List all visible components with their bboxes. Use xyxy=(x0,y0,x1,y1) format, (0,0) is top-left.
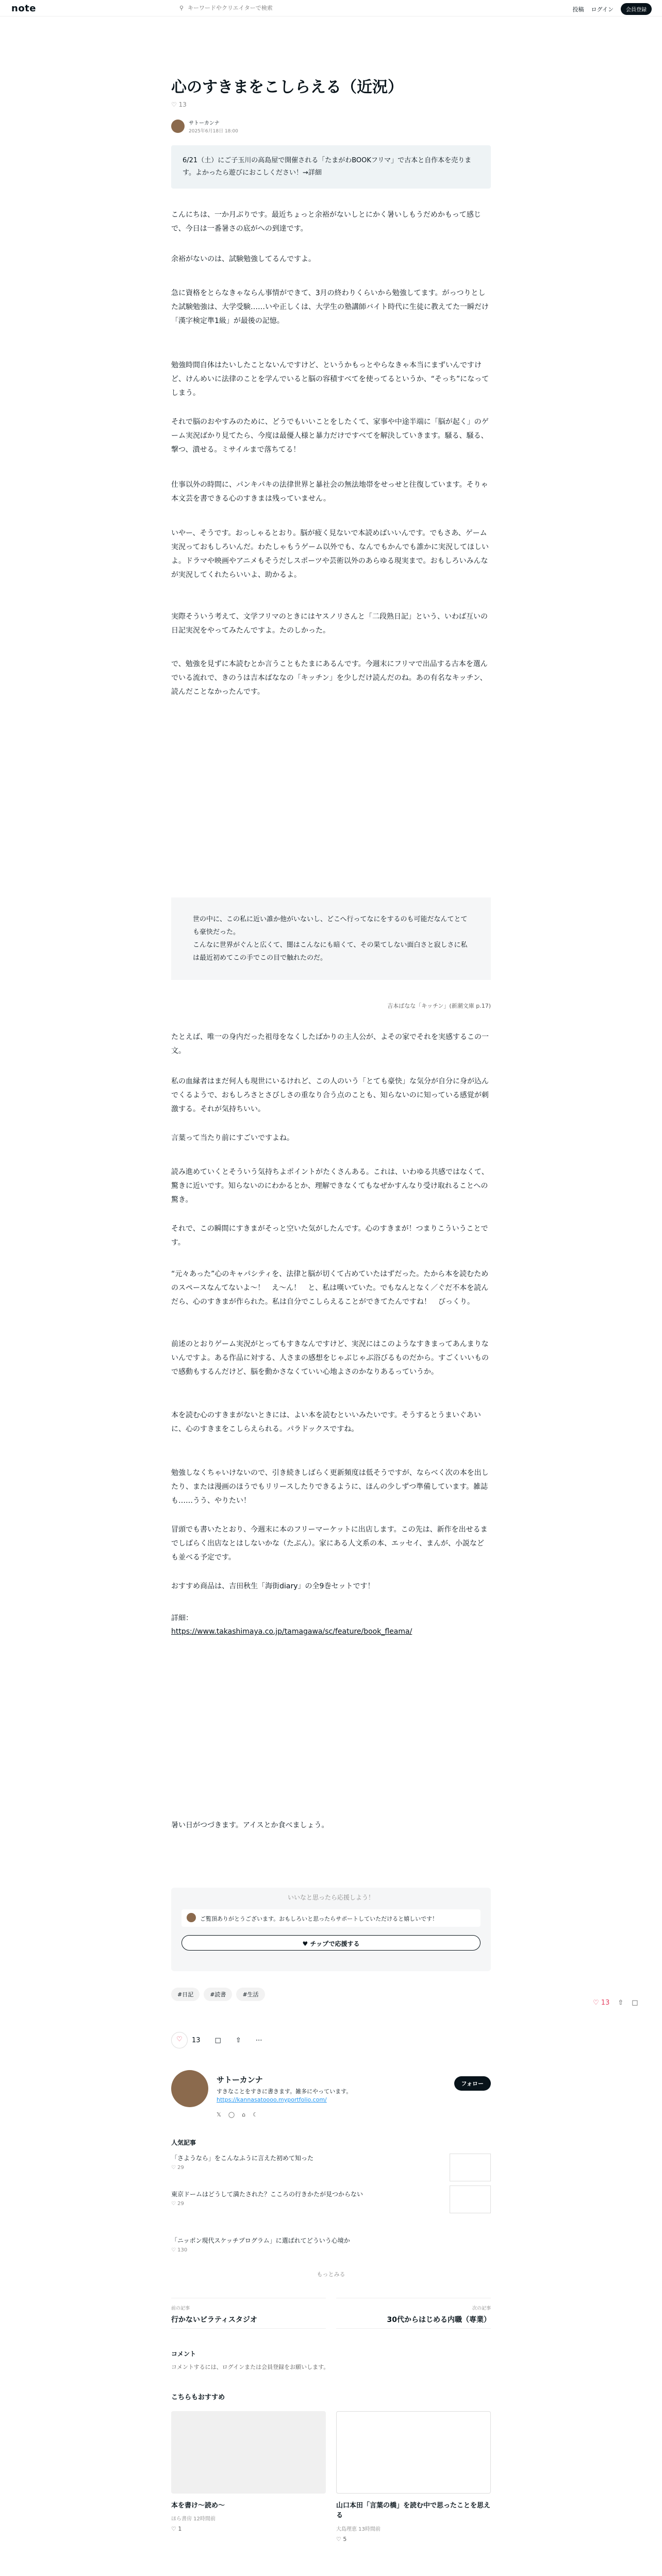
like-count: ♡ 29 xyxy=(171,2165,184,2171)
paragraph: で、勉強を見ずに本読むとか言うこともたまにあるんです。今週末にフリマで出品する古本を選んでいる流れで、きのうは吉本ばななの「キッチン」を少しだけ読んだのね。あの有名なキッチン、読んだことなかったんです。 xyxy=(171,660,488,696)
tag-reading[interactable]: #読書 xyxy=(204,1988,232,2001)
paragraph: それで、この瞬間にすきまがそっと空いた気がしたんです。心のすきまが！つまりこういうことです。 xyxy=(171,1225,488,1247)
comment-header: コメント xyxy=(171,2350,196,2358)
avatar xyxy=(187,1913,196,1922)
home-icon[interactable]: ⌂ xyxy=(242,2111,246,2118)
support-box xyxy=(171,1888,491,1971)
paragraph: 本を読む心のすきまがないときには、よい本を読むといいみたいです。そうするとうまいぐあいに、心のすきまをこしらえられる。パラドックスですね。 xyxy=(171,1411,481,1433)
note-logo[interactable]: note xyxy=(11,3,36,14)
paragraph: おすすめ商品は、吉田秋生「海街diary」の全9巻セットです！ xyxy=(171,1582,375,1590)
paragraph: 勉強しなくちゃいけないので、引き続きしばらく更新頻度は低そうですが、ならべく次の本を出したり、または漫画のほうでもリリースしたりできるように、ほんの少しずつ準備しています。雑誌も……うう、やりたい！ xyxy=(171,1469,489,1505)
share-icon[interactable]: ⇧ xyxy=(618,1999,624,2007)
like-count: ♡ 5 xyxy=(336,2536,347,2543)
paragraph: 仕事以外の時間に、パンキパキの法律世界と暴社会の無法地帯をせっせと往復しています。そりゃ本文芸を書できる心のすきまは残っていません。 xyxy=(171,481,488,503)
next-article[interactable]: 次の記事 30代からはじめる内職（専業） xyxy=(336,2298,491,2329)
paragraph: 詳細： xyxy=(171,1614,193,1622)
comment-text: コメントするには、ログインまたは会員登録をお願いします。 xyxy=(171,2364,329,2370)
notice-box: 6/21（土）にご子玉川の高島屋で開催される「たまがわBOOKフリマ」で古本と自作本を売ります。よかったら遊びにおこしください！→詳細 xyxy=(171,145,491,189)
profile-icons xyxy=(217,2111,258,2118)
profile-link[interactable]: https://kannasatoooo.myportfolio.com/ xyxy=(217,2096,327,2103)
like-count-top[interactable]: ♡ 13 xyxy=(171,101,187,108)
support-title: いいなと思ったら応援しよう！ xyxy=(287,1894,374,1901)
paragraph: たとえば、唯一の身内だった祖母をなくしたばかりの主人公が、よその家でそれを実感するこの一文。 xyxy=(171,1033,489,1055)
popular-header: 人気記事 xyxy=(171,2139,196,2146)
support-message: ご覧頂ありがとうございます。おもしろいと思ったらサポートしていただけると嬉しいです！ xyxy=(181,1909,481,1927)
like-count: ♡ 29 xyxy=(171,2201,184,2207)
blockquote: 世の中に、この私に近い誰か他がいないし、どこへ行ってなにをするのも可能だなんてとても豪快だった。 こんなに世界がぐんと広くて、闇はこんなにも暗くて、その果てしない面白さと寂しさに私は最近初めてこの手でこの目で触れたのだ。 xyxy=(171,897,491,980)
x-icon[interactable]: 𝕏 xyxy=(217,2111,221,2118)
search-input[interactable] xyxy=(175,3,392,14)
avatar[interactable] xyxy=(171,120,185,133)
paragraph: 読み進めていくとそういう気持ちよポイントがたくさんある。これは、いわゆる共感ではなくて、驚きに近いです。知らないのにわかるとか、理解できなくてもなぜかすんなり受け取れることへの驚き。 xyxy=(171,1168,489,1204)
thumbnail xyxy=(450,2154,491,2181)
prev-article[interactable]: 前の記事 行かないビラティスタジオ xyxy=(171,2298,326,2329)
thumbnail xyxy=(450,2185,491,2213)
heart-icon[interactable]: ♡ 13 xyxy=(593,1999,610,2007)
tag-diary[interactable]: #日記 xyxy=(171,1988,200,2001)
paragraph: いやー、そうです。おっしゃるとおり。脳が疲く見ないで本読めばいいんです。でもさあ、ゲーム実況っておもしろいんだ。わたしゃもうゲーム以外でも、なんでもかんでも誰かに実況してほしいよ。ドラマや映画やアニメもそうだしスポーツや芸術以外のあらゆる現実まで。おもしろいみんなが実況してくれたらいいよ、助かるよ。 xyxy=(171,529,489,579)
instagram-icon[interactable]: ◯ xyxy=(228,2111,235,2118)
avatar[interactable] xyxy=(171,2070,208,2107)
paragraph: 冒頭でも書いたとおり、今週末に本のフリーマーケットに出店します。この先は、新作を出せるまでしばらく出店なとはしないかな（たぶん）。家にある人文系の本、エッセイ、まんが、小説なども並べる予定です。 xyxy=(171,1526,488,1562)
tip-button[interactable]: ♥ チップで応援する xyxy=(181,1935,481,1951)
comment-icon[interactable]: □ xyxy=(214,2036,221,2044)
quote-source: 吉本ばなな「キッチン」(新潮文庫 p.17) xyxy=(387,1003,491,1009)
paragraph: それで脳のおやすみのために、どうでもいいことをしたくて、家事や中途半端に「脳が起く」のゲーム実況ばかり見てたら、今度は最優人様と暴力だけですべてを解決していきます。騒る、騒る、撃つ、潰せる。ミサイルまで落ちてる！ xyxy=(171,418,489,454)
heart-icon[interactable]: ♡ xyxy=(171,2032,188,2048)
profile-name[interactable]: サトーカンナ xyxy=(217,2075,263,2084)
article-title: 心のすきまをこしらえる（近況） xyxy=(171,78,403,96)
paragraph: 暑い日がつづきます。アイスとか食べましょう。 xyxy=(171,1821,329,1829)
tag-list xyxy=(171,1988,265,2001)
login-link[interactable]: ログイン xyxy=(591,6,614,13)
paragraph: 私の血縁者はまだ何人も現世にいるけれど、この人のいう「とても豪快」な気分が自分に身が込んでくるようで、おもしろさとさびしさの重なり合う点のことも、知らないのに知っている感覚が刺激する。それが気持ちいい。 xyxy=(171,1077,489,1113)
external-link[interactable]: https://www.takashimaya.co.jp/tamagawa/sc/feature/book_fleama/ xyxy=(171,1628,412,1636)
site-header xyxy=(0,0,662,16)
search-icon: ⚲ xyxy=(179,5,184,11)
paragraph: 急に資格をとらなきゃならん事情ができて、3月の終わりくらいから勉強してます。がっつりとした試験勉強は、大学受験……いや正しくは、大学生の塾講師バイト時代に生徒に教えてた一瞬だけ「漢字検定準1級」が最後の記憶。 xyxy=(171,289,489,325)
paragraph: 実際そういう考えて、文学フリマのときにはヤスノリさんと「二段熟日記」という、いわば互いの日記実況をやってみたんですよ。たのしかった。 xyxy=(171,613,488,635)
paragraph: こんにちは、一か月ぶりです。最近ちょっと余裕がないしとにかく暑いしもうだめかもって感じで、今日は一番暑さの底がへの到達です。 xyxy=(171,211,481,233)
publish-date: 2025年6月18日 18:00 xyxy=(189,129,238,134)
action-bar xyxy=(171,2032,262,2048)
author-name[interactable]: サトーカンナ xyxy=(189,121,220,126)
recommend-header: こちらもおすすめ xyxy=(171,2394,225,2401)
like-count: ♡ 130 xyxy=(171,2247,188,2253)
author-meta[interactable] xyxy=(171,118,238,134)
card-image xyxy=(171,2411,326,2494)
like-group xyxy=(171,2032,201,2048)
card-image xyxy=(336,2411,491,2494)
bookmark-icon[interactable]: □ xyxy=(632,1999,638,2007)
more-icon[interactable]: ⋯ xyxy=(255,2036,262,2044)
like-count: ♡ 1 xyxy=(171,2526,182,2532)
paragraph: 言葉って当たり前にすごいですよね。 xyxy=(171,1134,294,1142)
rss-icon[interactable]: ☾ xyxy=(253,2111,258,2118)
paragraph: 余裕がないのは、試験勉強してるんですよ。 xyxy=(171,255,316,263)
paragraph: “元々あった”心のキャパシティを、法律と脳が切くて占めていたはずだった。たから本を読むためのスペースなんてないよ〜！ え〜ん！ と、私は嘆いていた。でもなんとなく／ぐだ不本を読んだら、心のすきまが作られた。私は自分でこしらえることができてたんですね！ びっくり。 xyxy=(171,1270,489,1306)
post-button[interactable]: 投稿 xyxy=(572,6,584,13)
signup-button[interactable]: 会員登録 xyxy=(621,3,652,15)
follow-button[interactable]: フォロー xyxy=(454,2076,491,2091)
tag-life[interactable]: #生活 xyxy=(236,1988,264,2001)
profile-bio: すきなことをすきに書きます。雑多にやっています。 https://kannasatoooo.myportfolio.com/ xyxy=(217,2088,352,2103)
like-count: 13 xyxy=(192,2036,201,2044)
paragraph: 勉強時間自体はたいしたことないんですけど、というかもっとやらなきゃ本当にまずいんですけど、けんめいに法律のことを学んでいると脳の容積すべてを使ってるというか、“そっち”になってしまう。 xyxy=(171,361,489,397)
more-link[interactable]: もっとみる xyxy=(317,2271,345,2278)
paragraph: 前述のとおりゲーム実況がとってもすきなんですけど、実況にはこのようなすきまってあんまりないんですよ。ある作品に対する、人さまの感想をじゃぶじゃぶ浴びるものだから。すごくいいもので感動もするんだけど、脳を動かさなくていい心地よさのかなりあるっていうか。 xyxy=(171,1340,489,1376)
share-icon[interactable]: ⇧ xyxy=(235,2036,241,2044)
side-actions xyxy=(593,1999,638,2007)
